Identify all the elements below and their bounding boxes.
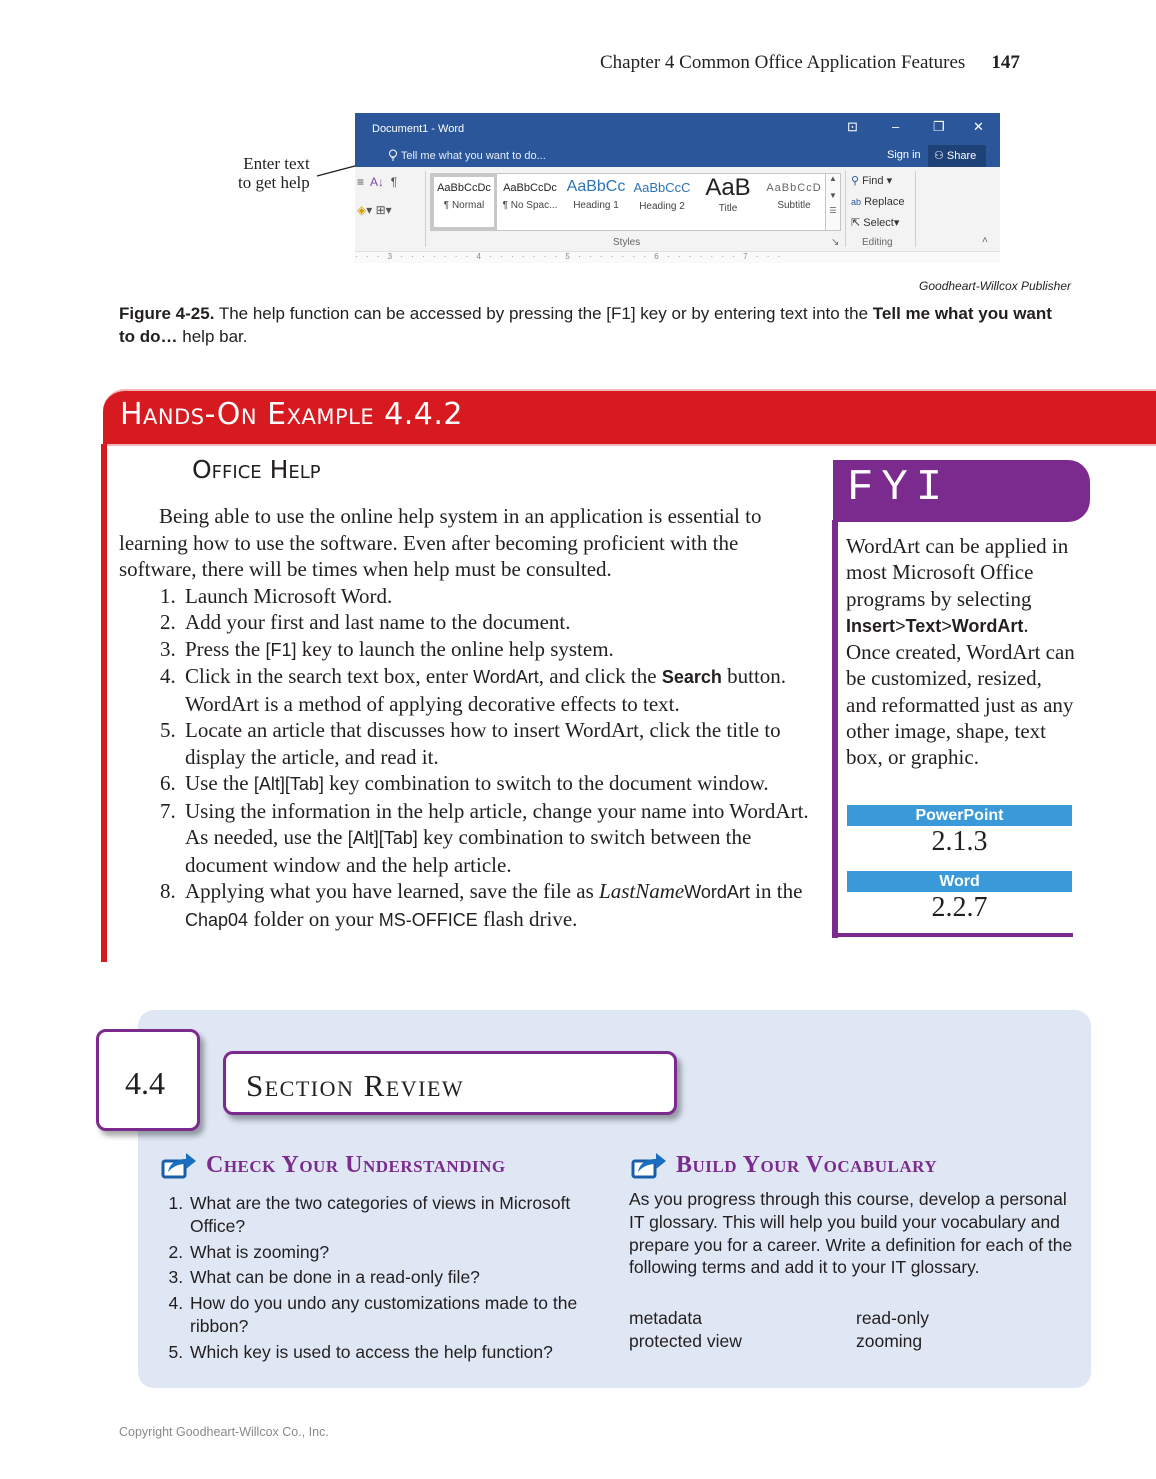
example-title: Office Help [192, 455, 321, 484]
ribbon-display-options-icon[interactable]: ⊡ [847, 119, 858, 134]
style-subtitle[interactable] [761, 174, 827, 230]
step-text: key combination to switch to the document window. [323, 771, 769, 795]
cert-app-label: Word [847, 871, 1072, 892]
review-question: 1. What are the two categories of views in Microsoft Office? [188, 1192, 612, 1238]
step-text: Launch Microsoft Word. [185, 583, 393, 608]
figure-credit: Goodheart-Willcox Publisher [919, 279, 1071, 293]
ribbon [355, 167, 1000, 251]
vocab-term: zooming [856, 1331, 923, 1351]
group-divider [915, 171, 916, 247]
group-divider [845, 171, 846, 247]
share-button[interactable] [928, 145, 986, 167]
step-text: Using the information in the help article, change your name into WordArt. As needed, use the [185, 798, 809, 849]
style-name: ¶ No Spac... [502, 200, 558, 211]
cert-app-label: PowerPoint [847, 805, 1072, 826]
running-head [600, 52, 1020, 74]
review-question: 5. Which key is used to access the help function? [188, 1341, 612, 1364]
fyi-text-part: WordArt can be applied in most Microsoft Office programs by selecting [846, 534, 1069, 611]
find-label: Find [862, 175, 884, 187]
vocabulary-intro: As you progress through this course, develop a personal IT glossary. This will help you build your vocabulary and prepare you for a career. Write a definition for each of the following terms and add it to your IT glossary. [629, 1189, 1073, 1278]
style-name: ¶ Normal [443, 200, 485, 211]
build-vocabulary-title: Build Your Vocabulary [676, 1151, 938, 1178]
minimize-icon[interactable]: – [892, 119, 900, 134]
vocab-term: metadata [629, 1308, 702, 1328]
share-arrow-icon [160, 1150, 198, 1180]
step-text: key to launch the online help system. [296, 636, 614, 661]
step-text: in the [749, 879, 803, 903]
check-understanding-title: Check Your Understanding [206, 1151, 506, 1178]
styles-gallery-scroll[interactable] [825, 173, 841, 231]
group-divider [425, 171, 426, 247]
step-text: Press the [185, 636, 266, 661]
step-item [181, 609, 819, 636]
vocab-term: protected view [629, 1331, 742, 1351]
ruler: · · · 3 · · · · · · · 4 · · · · · · · 5 · · · · · · · 6 · · · · · · · 7 · · · [355, 251, 1000, 263]
replace-button[interactable] [851, 192, 904, 213]
style-name: Title [718, 203, 738, 214]
step-text: LastName [599, 879, 685, 903]
step-item [181, 770, 819, 798]
step-text: Search [661, 667, 722, 687]
step-text: Chap04 [185, 909, 249, 930]
tell-me-search-box[interactable] [388, 149, 546, 162]
step-text: folder on your [248, 906, 379, 931]
styles-gallery [430, 173, 827, 231]
replace-label: Replace [864, 196, 905, 208]
step-text: , and click the [538, 664, 662, 688]
fyi-title: FYI [847, 463, 951, 513]
step-item [181, 878, 819, 933]
menu-path-wordart: WordArt [951, 615, 1024, 636]
build-vocabulary-heading [630, 1150, 937, 1180]
figure-callout [238, 154, 310, 192]
review-question: 2. What is zooming? [188, 1241, 612, 1264]
styles-dialog-launcher-icon[interactable]: ↘ [831, 237, 840, 248]
chapter-title: Chapter 4 Common Office Application Features [600, 52, 966, 73]
fyi-text-part: . Once created, WordArt can be customized, resized, and reformatted just as any other image, shape, text box, or graphic. [846, 612, 1075, 770]
replace-icon: ab [851, 197, 862, 207]
callout-line: to get help [238, 173, 310, 192]
style-name: Subtitle [777, 200, 811, 211]
style-sample: AaBbCcD [766, 182, 822, 194]
step-item [181, 798, 819, 879]
share-arrow-icon [630, 1150, 668, 1180]
review-question: 3. What can be done in a read-only file? [188, 1266, 612, 1289]
style-no-spacing[interactable] [497, 174, 563, 230]
step-text: [Alt][Tab] [253, 774, 324, 794]
document-title: Document1 - Word [372, 123, 465, 135]
review-question: 4. How do you undo any customizations made to the ribbon? [188, 1292, 612, 1338]
vocab-term: read-only [856, 1308, 929, 1328]
caption-text: The help function can be accessed by pressing the [F1] key or by entering text into the [214, 304, 873, 323]
restore-icon[interactable]: ❐ [933, 119, 945, 134]
word-title-bar [355, 113, 1000, 167]
word-window-screenshot [355, 113, 1000, 263]
find-button[interactable]: ⚲ Find ▾ [851, 175, 893, 187]
callout-line: Enter text [243, 154, 310, 173]
step-text: Click in the search text box, enter [185, 664, 474, 688]
step-text: [F1] [265, 639, 297, 660]
style-heading-1[interactable] [563, 174, 629, 230]
cert-objective: 2.1.3 [931, 826, 988, 857]
select-button[interactable]: ⇱ Select▾ [851, 217, 900, 229]
step-item [181, 663, 819, 717]
style-sample: AaBbCcDc [503, 182, 557, 194]
sign-in-link[interactable]: Sign in [887, 149, 921, 161]
step-text: Applying what you have learned, save the file as [185, 879, 600, 903]
scroll-up-icon[interactable]: ▲ [829, 174, 837, 183]
step-text: MS-OFFICE [378, 909, 478, 930]
step-text: WordArt [684, 882, 750, 902]
style-title[interactable] [695, 174, 761, 230]
figure-caption [119, 302, 1059, 348]
scroll-down-icon[interactable]: ▼ [829, 191, 837, 200]
fyi-rule [832, 520, 838, 938]
magnifier-icon: ⚲ [851, 175, 860, 187]
check-understanding-heading [160, 1150, 506, 1180]
caption-bold: Tell me what you want to do… [119, 304, 1052, 346]
step-text: Use the [185, 771, 254, 795]
sort-icon[interactable]: A↓ [370, 175, 385, 189]
fyi-text: WordArt can be applied in most Microsoft Office programs by selecting Insert>Text>WordArt. Once created, WordArt can be customized, resized, and reformatted just as any other image, shape, text box, or graphic. [846, 534, 1075, 770]
align-icon[interactable]: ≡ [357, 175, 365, 189]
style-sample: AaBbCcC [633, 180, 691, 195]
tell-me-placeholder: Tell me what you want to do... [400, 150, 546, 162]
style-sample: AaBbCc [566, 178, 626, 195]
intro-paragraph: Being able to use the online help system in an application is essential to learning how to use the software. Even after becoming proficient with the software, there will be times when help must be consulted. [119, 504, 762, 581]
fyi-bottom-rule [832, 933, 1073, 937]
styles-group-label: Styles [613, 237, 641, 248]
questions-list [162, 1192, 612, 1364]
style-sample: AaB [705, 174, 751, 201]
step-text: key combination to switch between the document window and the help article. [185, 825, 752, 877]
select-label: Select [863, 217, 894, 229]
borders-icon[interactable]: ⊞ [375, 203, 386, 217]
step-text: [Alt][Tab] [347, 828, 418, 848]
step-item [181, 583, 819, 610]
page-number: 147 [991, 52, 1020, 73]
copyright: Copyright Goodheart-Willcox Co., Inc. [119, 1425, 329, 1439]
close-icon[interactable]: ✕ [973, 119, 984, 134]
editing-group [851, 171, 904, 234]
hands-on-body [119, 503, 819, 933]
section-review-title-box [223, 1051, 677, 1115]
step-item [181, 717, 819, 770]
step-text: Locate an article that discusses how to insert WordArt, click the title to display the article, and read it. [185, 718, 781, 769]
hands-on-title: Hands-On Example 4.4.2 [120, 397, 463, 432]
style-name: Heading 2 [639, 201, 685, 212]
step-text: button. WordArt is a method of applying decorative effects to text. [185, 664, 787, 716]
section-number: 4.4 [125, 1065, 165, 1101]
figure-label: Figure 4-25. [119, 304, 215, 323]
collapse-ribbon-icon[interactable]: ˄ [982, 235, 988, 246]
section-number-box [96, 1029, 200, 1131]
caption-text: help bar. [177, 327, 248, 346]
style-normal[interactable] [431, 174, 497, 230]
section-review-title: Section Review [246, 1068, 465, 1103]
lightbulb-icon [388, 149, 398, 161]
menu-path-insert: Insert [846, 615, 896, 636]
paragraph-tools: ≡ A↓ ¶ ◈▾ ⊞▾ [357, 175, 398, 217]
hands-on-rule [101, 444, 107, 962]
style-heading-2[interactable] [629, 174, 695, 230]
step-text: Add your first and last name to the document. [185, 610, 571, 634]
shading-icon[interactable]: ◈ [357, 203, 367, 217]
step-item [181, 636, 819, 664]
person-add-icon: ⚇ [934, 150, 947, 162]
review-questions [162, 1192, 612, 1367]
step-text: WordArt [473, 667, 539, 687]
cert-objective: 2.2.7 [931, 892, 988, 923]
editing-group-label: Editing [862, 237, 893, 248]
cursor-icon: ⇱ [851, 217, 861, 229]
step-text: flash drive. [477, 906, 578, 931]
menu-path-text: Text [905, 615, 942, 636]
share-label: Share [946, 150, 977, 162]
show-formatting-icon[interactable]: ¶ [390, 175, 398, 189]
style-sample: AaBbCcDc [437, 182, 491, 194]
style-name: Heading 1 [573, 200, 619, 211]
more-styles-icon[interactable]: ☰ [829, 206, 837, 215]
steps-list [119, 583, 819, 934]
